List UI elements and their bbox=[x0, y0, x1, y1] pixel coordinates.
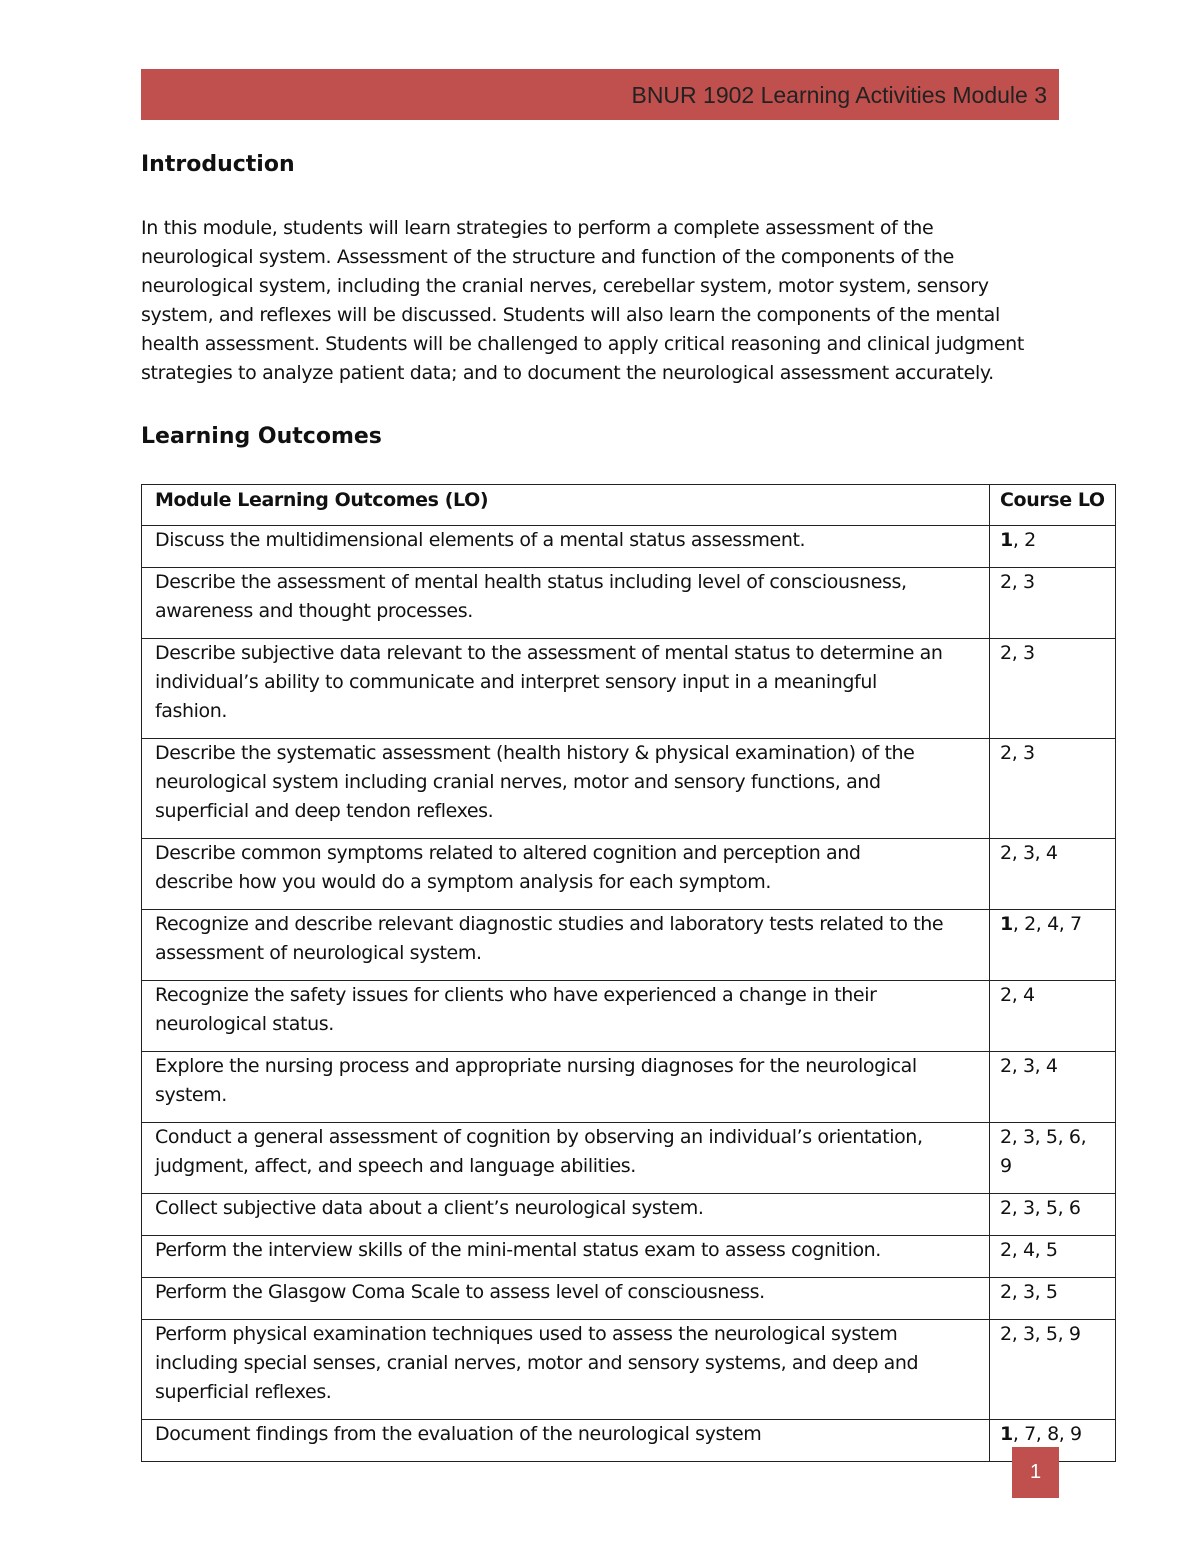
module-lo-cell bbox=[142, 910, 990, 981]
intro-line: system, and reflexes will be discussed. Students will also learn the components of the mental bbox=[141, 304, 1000, 326]
module-lo-cell bbox=[142, 1052, 990, 1123]
page-number: 1 bbox=[1029, 1461, 1042, 1483]
module-lo-cell bbox=[142, 1194, 990, 1236]
document-header-bar bbox=[141, 69, 1059, 120]
course-lo-values: 2, 4, 5 bbox=[1000, 1239, 1058, 1261]
module-lo-cell bbox=[142, 568, 990, 639]
table-row bbox=[142, 981, 1116, 1052]
table-row bbox=[142, 568, 1116, 639]
module-lo-line: Describe the systematic assessment (health history & physical examination) of the bbox=[155, 742, 915, 764]
course-lo-cell bbox=[990, 1236, 1116, 1278]
module-lo-line: Describe the assessment of mental health status including level of consciousness, bbox=[155, 571, 907, 593]
course-lo-cell bbox=[990, 910, 1116, 981]
course-lo-values: 2, 3 bbox=[1000, 642, 1035, 664]
module-lo-line: describe how you would do a symptom analysis for each symptom. bbox=[155, 871, 772, 893]
course-lo-cell bbox=[990, 1123, 1116, 1194]
course-lo-cell bbox=[990, 739, 1116, 839]
module-lo-line: assessment of neurological system. bbox=[155, 942, 482, 964]
intro-line: strategies to analyze patient data; and to document the neurological assessment accurately. bbox=[141, 362, 994, 384]
module-lo-line: superficial reflexes. bbox=[155, 1381, 332, 1403]
course-lo-values: 2, 3, 4 bbox=[1000, 1055, 1058, 1077]
course-lo-values: , 7, 8, 9 bbox=[1012, 1423, 1082, 1445]
learning-outcomes-heading: Learning Outcomes bbox=[141, 424, 382, 449]
table-row bbox=[142, 1052, 1116, 1123]
module-lo-line: Conduct a general assessment of cognition by observing an individual’s orientation, bbox=[155, 1126, 923, 1148]
module-lo-line: Document findings from the evaluation of the neurological system bbox=[155, 1423, 762, 1445]
course-lo-cell bbox=[990, 1320, 1116, 1420]
module-lo-cell bbox=[142, 639, 990, 739]
module-lo-line: Recognize the safety issues for clients who have experienced a change in their bbox=[155, 984, 877, 1006]
module-lo-line: system. bbox=[155, 1084, 227, 1106]
module-lo-line: Perform the interview skills of the mini-mental status exam to assess cognition. bbox=[155, 1239, 881, 1261]
module-lo-cell bbox=[142, 1420, 990, 1462]
intro-line: neurological system, including the cranial nerves, cerebellar system, motor system, sensory bbox=[141, 275, 989, 297]
course-lo-cell bbox=[990, 1052, 1116, 1123]
module-lo-line: including special senses, cranial nerves, motor and sensory systems, and deep and bbox=[155, 1352, 919, 1374]
column-header-course-lo: Course LO bbox=[990, 485, 1116, 526]
learning-outcomes-table bbox=[141, 484, 1116, 1462]
course-lo-cell bbox=[990, 1194, 1116, 1236]
page-number-badge bbox=[1012, 1447, 1059, 1498]
table-row bbox=[142, 1236, 1116, 1278]
module-lo-cell bbox=[142, 1278, 990, 1320]
course-lo-cell bbox=[990, 568, 1116, 639]
module-lo-line: Recognize and describe relevant diagnostic studies and laboratory tests related to the bbox=[155, 913, 944, 935]
module-lo-line: judgment, affect, and speech and language abilities. bbox=[155, 1155, 636, 1177]
module-lo-cell bbox=[142, 1236, 990, 1278]
course-lo-values: 2, 4 bbox=[1000, 984, 1035, 1006]
module-lo-cell bbox=[142, 526, 990, 568]
module-lo-line: Explore the nursing process and appropriate nursing diagnoses for the neurological bbox=[155, 1055, 917, 1077]
course-lo-primary: 1 bbox=[1000, 1423, 1013, 1445]
table-header-row bbox=[142, 485, 1116, 526]
course-lo-values: 2, 3, 5 bbox=[1000, 1281, 1058, 1303]
course-lo-primary: 1 bbox=[1000, 529, 1013, 551]
intro-line: health assessment. Students will be challenged to apply critical reasoning and clinical judgment bbox=[141, 333, 1024, 355]
table-row bbox=[142, 910, 1116, 981]
module-lo-cell bbox=[142, 981, 990, 1052]
table-row bbox=[142, 526, 1116, 568]
intro-line: In this module, students will learn strategies to perform a complete assessment of the bbox=[141, 217, 934, 239]
course-lo-cell bbox=[990, 1278, 1116, 1320]
module-lo-cell bbox=[142, 1123, 990, 1194]
course-lo-values: 2, 3, 5, 9 bbox=[1000, 1323, 1081, 1345]
table-row bbox=[142, 1420, 1116, 1462]
course-lo-values: 2, 3, 5, 6, 9 bbox=[1000, 1126, 1087, 1177]
course-lo-values: 2, 3, 5, 6 bbox=[1000, 1197, 1081, 1219]
course-lo-cell bbox=[990, 839, 1116, 910]
table-row bbox=[142, 1123, 1116, 1194]
module-lo-line: individual’s ability to communicate and interpret sensory input in a meaningful bbox=[155, 671, 877, 693]
module-lo-line: Perform physical examination techniques used to assess the neurological system bbox=[155, 1323, 898, 1345]
introduction-heading: Introduction bbox=[141, 152, 295, 177]
module-lo-line: Perform the Glasgow Coma Scale to assess level of consciousness. bbox=[155, 1281, 765, 1303]
course-lo-cell bbox=[990, 639, 1116, 739]
column-header-module-lo: Module Learning Outcomes (LO) bbox=[142, 485, 990, 526]
table-row bbox=[142, 739, 1116, 839]
course-lo-primary: 1 bbox=[1000, 913, 1013, 935]
table-row bbox=[142, 1278, 1116, 1320]
module-lo-line: fashion. bbox=[155, 700, 228, 722]
module-lo-cell bbox=[142, 739, 990, 839]
introduction-paragraph bbox=[141, 214, 1066, 388]
document-header-title: BNUR 1902 Learning Activities Module 3 bbox=[631, 82, 1047, 108]
table-row bbox=[142, 639, 1116, 739]
module-lo-line: Discuss the multidimensional elements of a mental status assessment. bbox=[155, 529, 806, 551]
module-lo-cell bbox=[142, 1320, 990, 1420]
intro-line: neurological system. Assessment of the structure and function of the components of the bbox=[141, 246, 954, 268]
course-lo-values: , 2 bbox=[1012, 529, 1036, 551]
course-lo-cell bbox=[990, 981, 1116, 1052]
table-row bbox=[142, 1320, 1116, 1420]
module-lo-cell bbox=[142, 839, 990, 910]
course-lo-values: 2, 3 bbox=[1000, 742, 1035, 764]
table-row bbox=[142, 1194, 1116, 1236]
module-lo-line: Describe subjective data relevant to the assessment of mental status to determine an bbox=[155, 642, 943, 664]
table-row bbox=[142, 839, 1116, 910]
module-lo-line: Collect subjective data about a client’s neurological system. bbox=[155, 1197, 704, 1219]
course-lo-values: , 2, 4, 7 bbox=[1012, 913, 1082, 935]
course-lo-values: 2, 3 bbox=[1000, 571, 1035, 593]
module-lo-line: neurological system including cranial nerves, motor and sensory functions, and bbox=[155, 771, 881, 793]
course-lo-values: 2, 3, 4 bbox=[1000, 842, 1058, 864]
module-lo-line: Describe common symptoms related to altered cognition and perception and bbox=[155, 842, 861, 864]
module-lo-line: awareness and thought processes. bbox=[155, 600, 473, 622]
course-lo-cell bbox=[990, 526, 1116, 568]
module-lo-line: neurological status. bbox=[155, 1013, 334, 1035]
module-lo-line: superficial and deep tendon reflexes. bbox=[155, 800, 494, 822]
